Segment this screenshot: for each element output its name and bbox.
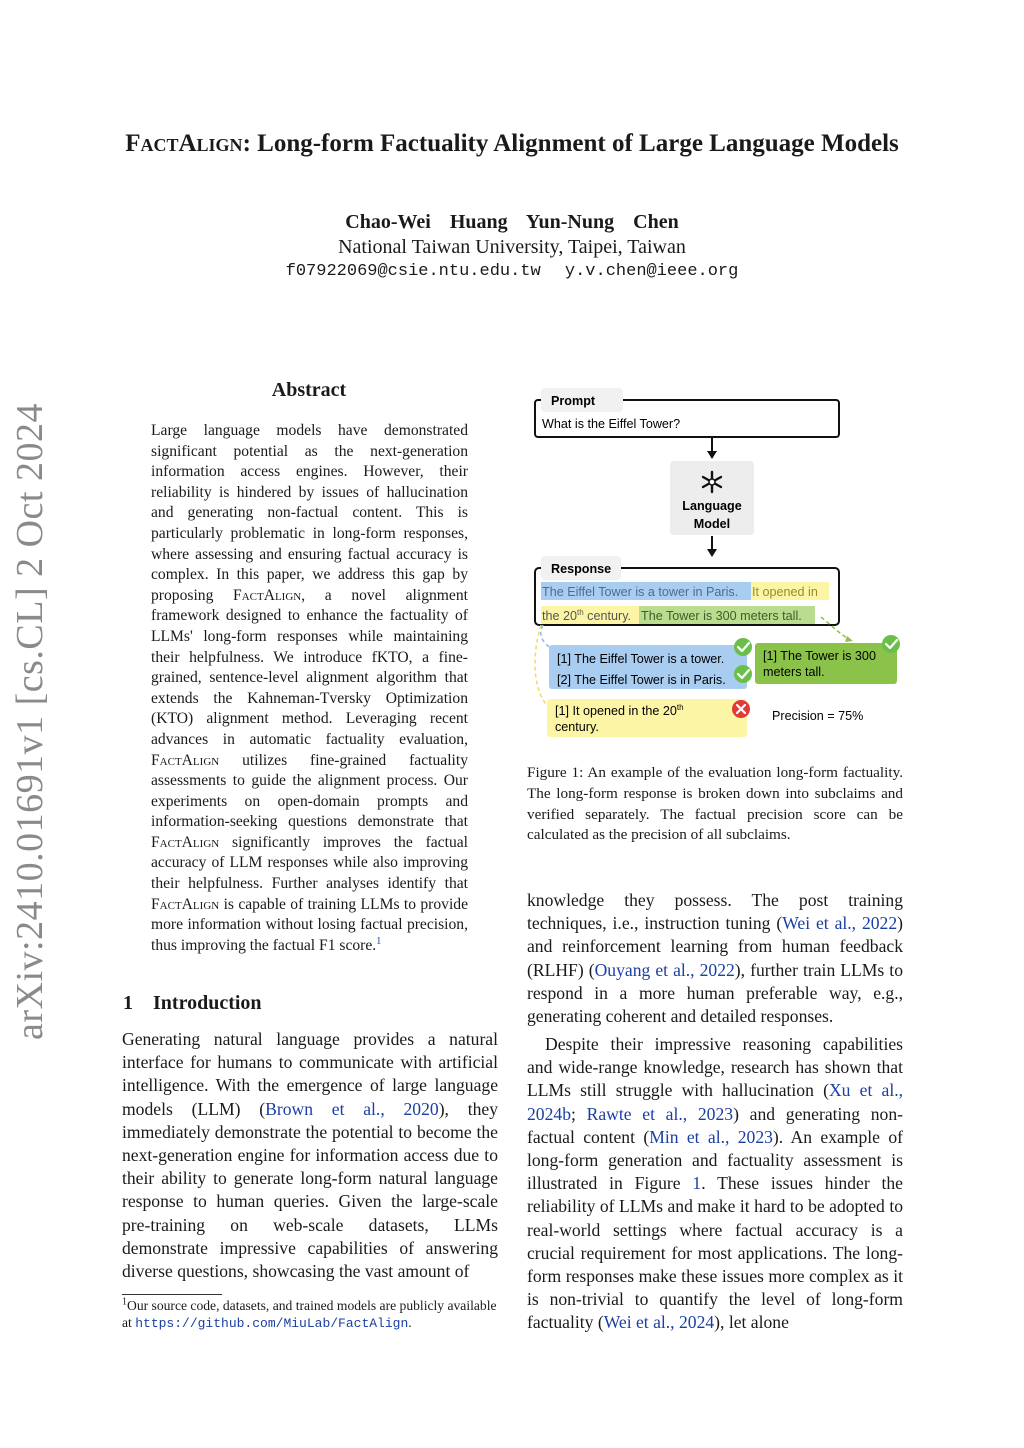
citation-link[interactable]: Wei et al., 2024 — [603, 1312, 715, 1333]
prompt-tab-label: Prompt — [551, 394, 596, 408]
right-paragraph-1: knowledge they possess. The post training techniques, i.e., instruction tuning (Wei et al., 2022) and reinforcement learning from human feedback (RLHF) (Ouyang et al., 2022), further train LLMs to respond in a more human preferable way, e.g., generating coherent and detailed responses. — [527, 890, 904, 1027]
citation-link[interactable]: Min et al., 2023 — [649, 1126, 773, 1147]
right-paragraph-2: Despite their impressive reasoning capabilities and wide-range knowledge, research has shown that LLMs still struggle with hallucination (Xu et al., 2024b; Rawte et al., 2023) and generating non-factual content (Min et al., 2023). An example of long-form generation and factuality assessment is illustrated in Figure 1. These issues hinder the reliability of LLMs and make it hard to be adopted to real-world settings where factual accuracy is a crucial requirement for most applications. The long-form responses make these issues more complex as it is non-trivial to quantify the level of long-form factuality (Wei et al., 2024), let alone — [527, 1034, 904, 1333]
abstract-body: Large language models have demonstrated significant potential as the next-generation information access engines. However, their reliability is hindered by issues of hallucination and generating non-factual content. This is particularly problematic in long-form responses, where assessing and ensuring factual accuracy is complex. In this paper, we address this gap by proposing FactAlign, a novel alignment framework designed to enhance the factuality of LLMs' long-form responses while maintaining their helpfulness. We introduce fKTO, a fine-grained, sentence-level alignment algorithm that extends the Kahneman-Tversky Optimization (KTO) alignment method. Leveraging recent advances in automatic factuality evaluation, FactAlign utilizes fine-grained factuality assessments to guide the alignment process. Our experiments on open-domain prompts and information-seeking questions demonstrate that FactAlign significantly improves the factual accuracy of LLM responses while also improving their helpfulness. Further analyses identify that FactAlign is capable of training LLMs to provide more information without losing factual precision, thus improving the factual F1 score.$^1$ — [151, 422, 468, 954]
footnote: $^1$Our source code, datasets, and trained models are publicly available at https://github.com/MiuLab/FactAlign. — [122, 1296, 497, 1331]
citation-link[interactable]: Brown et al., 2020 — [265, 1098, 439, 1119]
check-icon — [734, 665, 752, 683]
title-system-name: FactAlign — [125, 130, 243, 157]
response-sentence-2a: It opened in — [752, 585, 818, 599]
abstract-heading: Abstract — [271, 379, 347, 401]
connector-blue — [541, 625, 549, 647]
subclaim-green-line2: meters tall. — [763, 665, 825, 679]
figure-caption: Figure 1: An example of the evaluation long-form factuality. The long-form response is broken down into subclaims and verified separately. The factual precision score can be calculated as the precision of all subclaims. — [527, 764, 903, 844]
response-sentence-3: The Tower is 300 meters tall. — [641, 609, 802, 623]
figure-reference-link[interactable]: 1 — [692, 1173, 702, 1194]
model-label-line1: Language — [682, 499, 742, 513]
subclaim-blue-2: [2] The Eiffel Tower is in Paris. — [557, 673, 726, 687]
footnote-mark: 1 — [122, 1296, 127, 1308]
precision-score: Precision = 75% — [772, 709, 864, 723]
prompt-text: What is the Eiffel Tower? — [542, 417, 681, 431]
check-icon — [734, 638, 752, 656]
author-2: Yun-Nung Chen — [525, 211, 679, 233]
subclaim-yellow-line2: century. — [555, 720, 599, 734]
check-icon — [882, 635, 900, 653]
citation-link[interactable]: Wei et al., 2022 — [782, 913, 898, 934]
footnote-marker[interactable]: 1 — [376, 935, 382, 947]
affiliation: National Taiwan University, Taipei, Taiwan — [338, 236, 686, 258]
arxiv-identifier: arXiv:2410.01691v1 [cs.CL] 2 Oct 2024 — [9, 403, 51, 1040]
arrow-head-2 — [707, 549, 717, 557]
response-sentence-1: The Eiffel Tower is a tower in Paris. — [542, 585, 739, 599]
email-2[interactable]: y.v.chen@ieee.org — [564, 262, 739, 281]
emails — [0, 262, 1024, 281]
subclaim-green-line1: [1] The Tower is 300 — [763, 649, 876, 663]
title-rest: : Long-form Factuality Alignment of Large Language Models — [242, 130, 899, 157]
subclaim-blue-1: [1] The Eiffel Tower is a tower. — [557, 652, 725, 666]
connector-yellow — [535, 625, 547, 705]
subclaim-yellow-line1: [1] It opened in the 20th — [555, 703, 684, 718]
response-sentence-2b: the 20th century. — [542, 608, 632, 623]
citation-link[interactable]: Xu et al., 2024b — [527, 1080, 904, 1124]
email-1[interactable]: f07922069@csie.ntu.edu.tw — [285, 262, 541, 281]
figure-1 — [527, 385, 907, 755]
section-title: Introduction — [153, 992, 262, 1014]
repo-url-link[interactable]: https://github.com/MiuLab/FactAlign — [135, 1316, 409, 1331]
authors — [0, 211, 1024, 234]
citation-link[interactable]: Rawte et al., 2023 — [586, 1103, 734, 1124]
section-heading-introduction — [123, 992, 262, 1015]
model-icon-center — [709, 479, 715, 485]
model-label-line2: Model — [693, 517, 731, 531]
citation-link[interactable]: Ouyang et al., 2022 — [594, 959, 735, 980]
section-number: 1 — [123, 992, 133, 1014]
author-1: Chao-Wei Huang — [345, 211, 508, 233]
footnote-rule — [122, 1294, 222, 1295]
arrow-head — [707, 451, 717, 459]
paper-title — [0, 130, 1024, 158]
response-tab-label: Response — [551, 562, 612, 576]
intro-paragraph-1: Generating natural language provides a natural interface for humans to communicate with artificial intelligence. With the emergence of large language models (LLM) (Brown et al., 2020), they immediately demonstrate the potential to become the next-generation engine for information access due to their ability to generate long-form natural language response to human queries. Given the large-scale pre-training on web-scale datasets, LLMs demonstrate impressive capabilities of answering diverse questions, showcasing the vast amount of — [122, 1029, 499, 1282]
cross-icon — [732, 700, 750, 718]
